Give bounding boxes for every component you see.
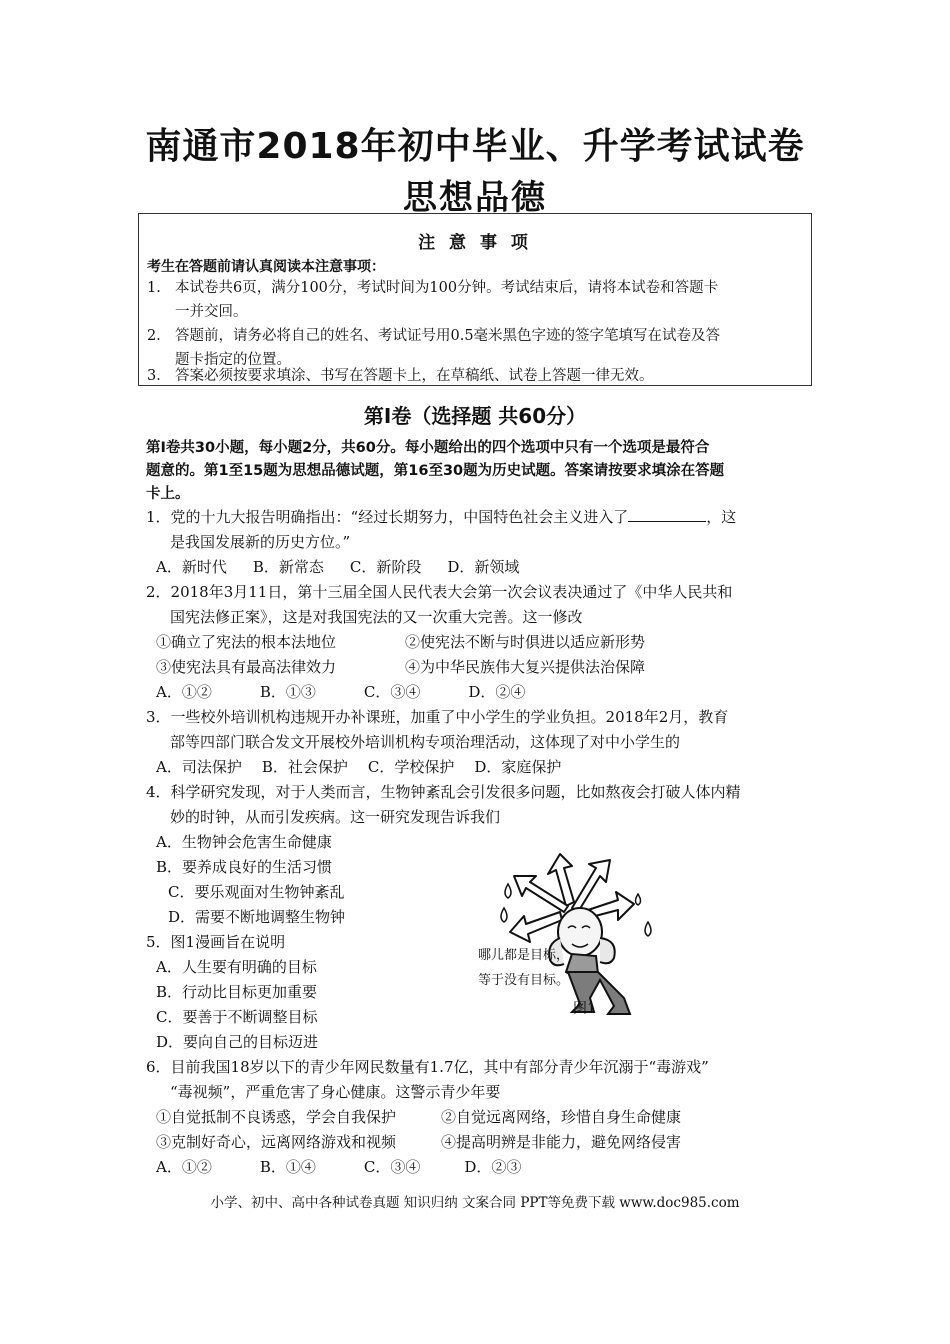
- q1-stem-line2: 是我国发展新的历史方位。”: [170, 533, 351, 551]
- q3-options: [156, 756, 587, 777]
- q6-options: [156, 1156, 547, 1177]
- q2-statement-4: ④为中华民族伟大复兴提供法治保障: [405, 658, 646, 676]
- option-d: D．②④: [468, 683, 526, 701]
- q4-option-a: A．生物钟会危害生命健康: [156, 833, 332, 851]
- option-d: D．新领域: [447, 558, 520, 576]
- option-b: B．①③: [259, 683, 316, 701]
- q2-stem-line2: 国宪法修正案》，这是对我国宪法的又一次重大完善。这一修改: [170, 608, 583, 626]
- q1-answer-blank: [628, 507, 706, 522]
- figure-1-cartoon: [468, 848, 682, 1020]
- q2-options: [156, 681, 551, 702]
- exam-subject: 思想品德: [403, 178, 547, 218]
- q2-statement-3: ③使宪法具有最高法律效力: [156, 658, 337, 676]
- section-title: 第Ⅰ卷（选择题 共60分）: [363, 404, 587, 428]
- option-c: C．③④: [363, 683, 421, 701]
- option-b: B．新常态: [252, 558, 324, 576]
- q5-option-b: B．行动比目标更加重要: [156, 983, 318, 1001]
- q6-stem-line1: 6．目前我国18岁以下的青少年网民数量有1.7亿，其中有部分青少年沉溺于“毒游戏”: [146, 1058, 709, 1076]
- notice-item-text: 题卡指定的位置。: [175, 352, 291, 368]
- page-footer: 小学、初中、高中各种试卷真题 知识归纳 文案合同 PPT等免费下载 www.doc985.com: [210, 1195, 740, 1211]
- q6-statement-4: ④提高明辨是非能力，避免网络侵害: [441, 1133, 682, 1151]
- notice-item-text: 本试卷共6页，满分100分，考试时间为100分钟。考试结束后，请将本试卷和答题卡: [175, 280, 719, 296]
- q4-stem-line1: 4．科学研究发现，对于人类而言，生物钟紊乱会引发很多问题，比如熬夜会打破人体内精: [146, 783, 741, 801]
- option-d: D．家庭保护: [474, 758, 562, 776]
- figure-1-label: 图1: [573, 1001, 596, 1017]
- q3-stem-line2: 部等四部门联合发文开展校外培训机构专项治理活动，这体现了对中小学生的: [170, 733, 681, 751]
- q5-stem-line1: 5．图1漫画旨在说明: [146, 933, 286, 951]
- q5-option-c: C．要善于不断调整目标: [156, 1008, 318, 1026]
- q3-stem-line1: 3．一些校外培训机构违规开办补课班，加重了中小学生的学业负担。2018年2月，教育: [146, 708, 729, 726]
- q6-statement-2: ②自觉远离网络，珍惜自身生命健康: [441, 1108, 682, 1126]
- q4-option-c: C．要乐观面对生物钟紊乱: [168, 883, 345, 901]
- notice-item-num: 2．: [147, 328, 171, 344]
- option-a: A．司法保护: [156, 758, 242, 776]
- q6-statement-1: ①自觉抵制不良诱惑，学会自我保护: [156, 1108, 397, 1126]
- notice-box: [138, 213, 812, 386]
- intro-line: 第Ⅰ卷共30小题，每小题2分，共60分。每小题给出的四个选项中只有一个选项是最符合: [146, 440, 710, 456]
- q2-statement-1: ①确立了宪法的根本法地位: [156, 633, 337, 651]
- q1-stem-text: ，这: [706, 508, 737, 526]
- q6-statement-3: ③克制好奇心，远离网络游戏和视频: [156, 1133, 397, 1151]
- cartoon-caption-line1: 哪儿都是目标，: [478, 948, 570, 963]
- q1-stem-line1: [146, 506, 736, 527]
- q2-statement-2: ②使宪法不断与时俱进以适应新形势: [405, 633, 646, 651]
- section-intro: [146, 437, 810, 506]
- notice-item-num: 3．: [147, 368, 171, 384]
- notice-item-text: 答案必须按要求填涂、书写在答题卡上，在草稿纸、试卷上答题一律无效。: [175, 368, 654, 384]
- q6-stem-line2: “毒视频”，严重危害了身心健康。这警示青少年要: [170, 1083, 501, 1101]
- notice-item-3: [147, 364, 803, 388]
- exam-title: 南通市2018年初中毕业、升学考试试卷: [145, 126, 805, 167]
- notice-subtitle: 考生在答题前请认真阅读本注意事项：: [147, 259, 385, 275]
- notice-item-1: [147, 276, 803, 324]
- q4-stem-line2: 妙的时钟，从而引发疾病。这一研究发现告诉我们: [170, 808, 501, 826]
- intro-line: 题意的。第1至15题为思想品德试题，第16至30题为历史试题。答案请按要求填涂在答题: [146, 463, 725, 479]
- option-c: C．新阶段: [349, 558, 422, 576]
- notice-title: 注 意 事 项: [418, 233, 532, 253]
- option-a: A．①②: [156, 683, 212, 701]
- option-b: B．①④: [259, 1158, 316, 1176]
- notice-item-num: 1.: [147, 280, 161, 296]
- option-a: A．①②: [156, 1158, 212, 1176]
- q4-option-d: D．需要不断地调整生物钟: [168, 908, 346, 926]
- q5-option-a: A．人生要有明确的目标: [156, 958, 317, 976]
- intro-line: 卡上。: [146, 486, 190, 502]
- option-a: A．新时代: [156, 558, 227, 576]
- q4-option-b: B．要养成良好的生活习惯: [156, 858, 333, 876]
- q5-option-d: D．要向自己的目标迈进: [156, 1033, 319, 1051]
- option-c: C．③④: [363, 1158, 421, 1176]
- q1-stem-text: 1．党的十九大报告明确指出：“经过长期努力，中国特色社会主义进入了: [146, 508, 629, 526]
- option-d: D．②③: [464, 1158, 522, 1176]
- option-b: B．社会保护: [261, 758, 348, 776]
- option-c: C．学校保护: [367, 758, 455, 776]
- notice-item-text: 一并交回。: [175, 304, 248, 320]
- q2-stem-line1: 2．2018年3月11日，第十三届全国人民代表大会第一次会议表决通过了《中华人民共和: [146, 583, 733, 601]
- cartoon-caption-line2: 等于没有目标。: [478, 973, 570, 988]
- q1-options: [156, 556, 545, 577]
- notice-item-text: 答题前，请务必将自己的姓名、考试证号用0.5毫米黑色字迹的签字笔填写在试卷及答: [175, 328, 721, 344]
